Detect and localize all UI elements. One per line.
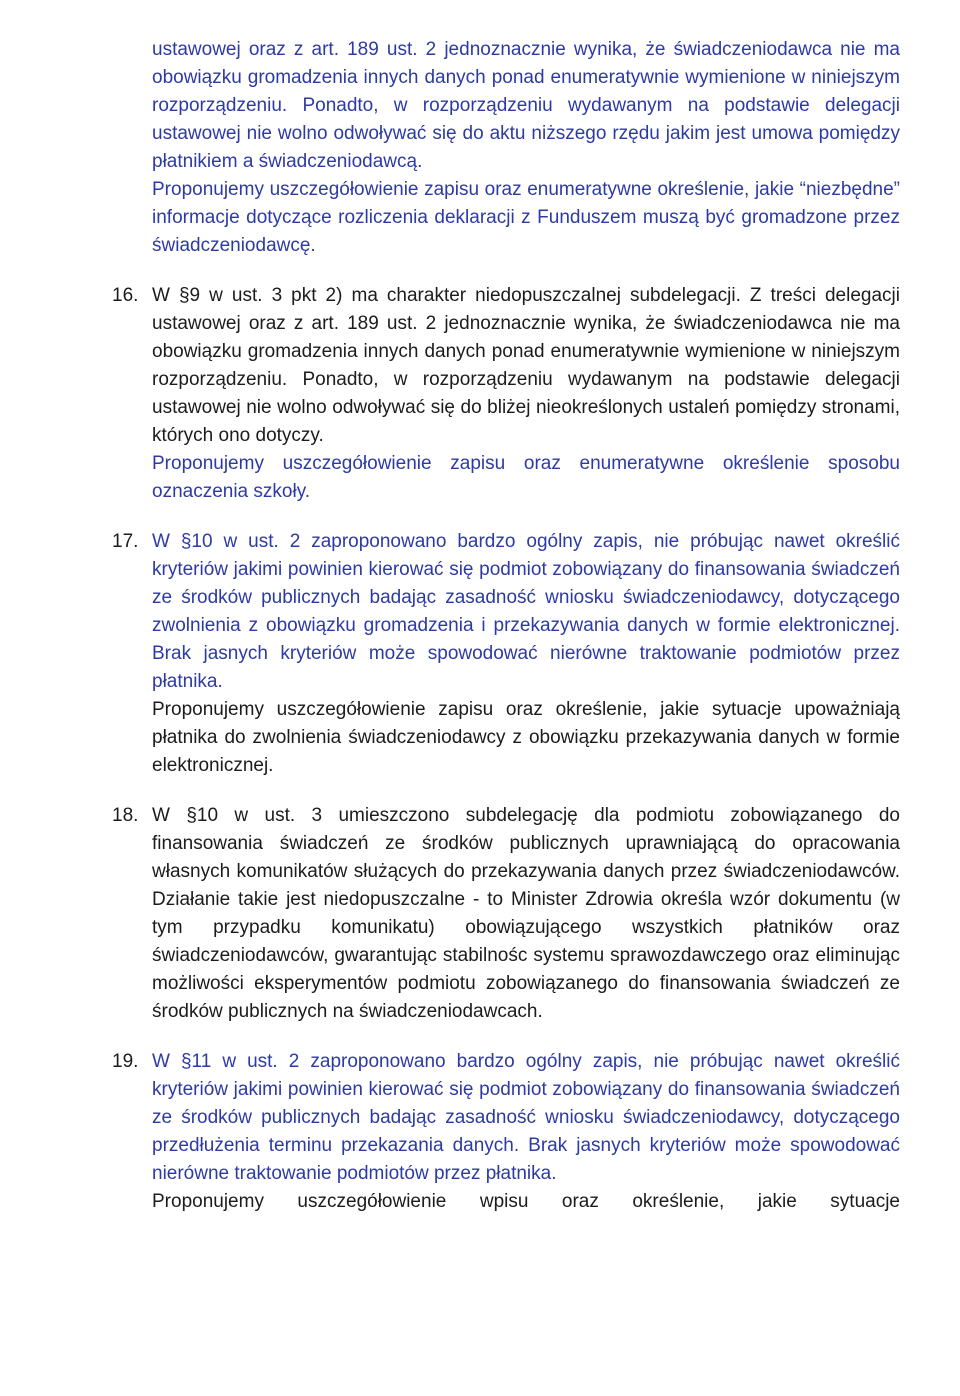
list-item-17 xyxy=(112,528,900,780)
proposal-paragraph: Proponujemy uszczegółowienie zapisu oraz określenie, jakie sytuacje upoważniają płatnika do zwolnienia świadczeniodawcy z obowiązku przekazywania danych w formie elektronicznej. xyxy=(152,699,900,776)
item-paragraph: W §11 w ust. 2 zaproponowano bardzo ogólny zapis, nie próbując nawet określić kryteriów jakimi powinien kierować się podmiot zobowiązany do finansowania świadczeń ze środków publicznych badając zasadność wniosku świadczeniodawcy, dotyczącego przedłużenia terminu przekazania danych. Brak jasnych kryteriów może spowodować nierówne traktowanie podmiotów przez płatnika. xyxy=(152,1051,900,1184)
item-number: 17. xyxy=(112,531,139,552)
item-number: 19. xyxy=(112,1051,139,1072)
proposal-paragraph: Proponujemy uszczegółowienie zapisu oraz enumeratywne określenie sposobu oznaczenia szkoły. xyxy=(152,453,900,502)
item-number: 16. xyxy=(112,285,139,306)
list-item-18 xyxy=(112,802,900,1026)
item-paragraph: W §10 w ust. 3 umieszczono subdelegację dla podmiotu zobowiązanego do finansowania świadczeń ze środków publicznych uprawniającą do opracowania własnych komunikatów służących do przekazywania danych przez świadczeniodawców. Działanie takie jest niedopuszczalne - to Minister Zdrowia określa wzór dokumentu (w tym przypadku komunikatu) obowiązującego wszystkich płatników oraz świadczeniodawców, gwarantując stabilnośc systemu sprawozdawczego oraz eliminując możliwości eksperymentów podmiotu zobowiązanego do finansowania świadczeń ze środków publicznych na świadczeniodawcach. xyxy=(152,805,900,1022)
item-paragraph: W §9 w ust. 3 pkt 2) ma charakter niedopuszczalnej subdelegacji. Z treści delegacji ustawowej oraz z art. 189 ust. 2 jednoznacznie wynika, że świadczeniodawca nie ma obowiązku gromadzenia innych danych ponad enumeratywnie wymienione w niniejszym rozporządzeniu. Ponadto, w rozporządzeniu wydawanym na podstawie delegacji ustawowej nie wolno odwoływać się do bliżej nieokreślonych ustaleń pomiędzy stronami, których ono dotyczy. xyxy=(152,285,900,446)
proposal-paragraph: Proponujemy uszczegółowienie wpisu oraz określenie, jakie sytuacje xyxy=(152,1191,900,1212)
document-body xyxy=(112,36,900,1216)
item-paragraph: W §10 w ust. 2 zaproponowano bardzo ogólny zapis, nie próbując nawet określić kryteriów jakimi powinien kierować się podmiot zobowiązany do finansowania świadczeń ze środków publicznych badając zasadność wniosku świadczeniodawcy, dotyczącego zwolnienia z obowiązku gromadzenia i przekazywania danych w formie elektronicznej. Brak jasnych kryteriów może spowodować nierówne traktowanie podmiotów przez płatnika. xyxy=(152,531,900,692)
intro-paragraph-1: ustawowej oraz z art. 189 ust. 2 jednoznacznie wynika, że świadczeniodawca nie ma obowiązku gromadzenia innych danych ponad enumeratywnie wymienione w niniejszym rozporządzeniu. Ponadto, w rozporządzeniu wydawanym na podstawie delegacji ustawowej nie wolno odwoływać się do aktu niższego rzędu jakim jest umowa pomiędzy płatnikiem a świadczeniodawcą. xyxy=(152,39,900,172)
list-item-19 xyxy=(112,1048,900,1216)
item-number: 18. xyxy=(112,805,139,826)
intro-paragraph-2: Proponujemy uszczegółowienie zapisu oraz enumeratywne określenie, jakie “niezbędne” informacje dotyczące rozliczenia deklaracji z Funduszem muszą być gromadzone przez świadczeniodawcę. xyxy=(152,179,900,256)
list-item-16 xyxy=(112,282,900,506)
